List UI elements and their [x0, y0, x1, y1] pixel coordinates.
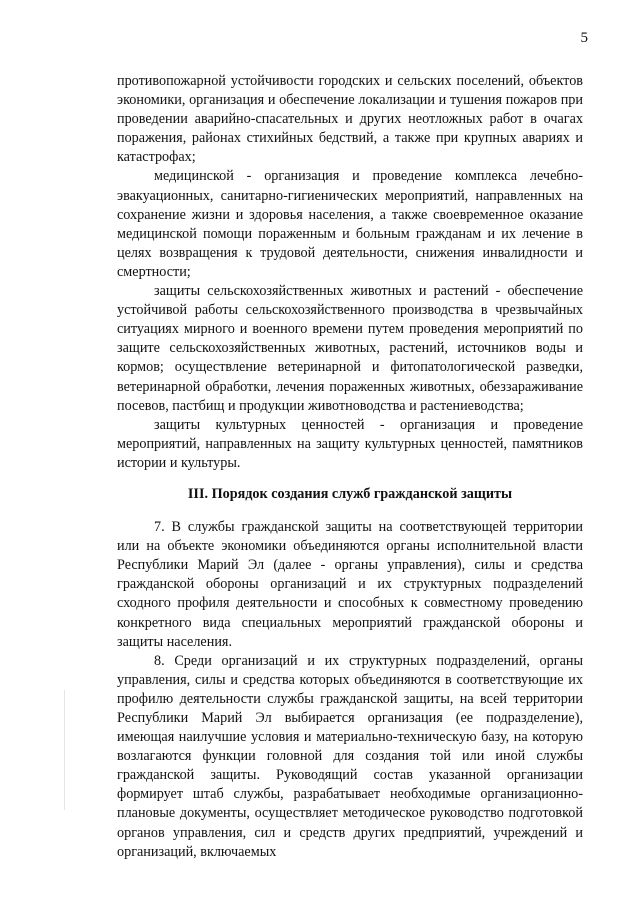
- margin-mark: [64, 690, 65, 810]
- paragraph-agriculture: защиты сельскохозяйственных животных и растений - обеспечение устойчивой работы сельскохозяйственного производства в чрезвычайных ситуациях мирного и военного времени путем проведения мероприятий по защите сельскохозяйственных животных, растений, источников воды и кормов; осуществление ветеринарной и фитопатологической разведки, ветеринарной обработки, лечения пораженных животных, обеззараживание посевов, пастбищ и продукции животноводства и растениеводства;: [117, 283, 583, 414]
- document-body: [117, 72, 583, 862]
- section-title: III. Порядок создания служб гражданской защиты: [187, 485, 513, 502]
- paragraph-cultural-values: защиты культурных ценностей - организация и проведение мероприятий, направленных на защиту культурных ценностей, памятников истории и культуры.: [117, 416, 583, 471]
- page-number: 5: [580, 30, 588, 46]
- paragraph-medical: медицинской - организация и проведение комплекса лечебно-эвакуационных, санитарно-гигиенических мероприятий, направленных на сохранение жизни и здоровья населения, а также своевременное оказание медицинской помощи пораженным и больным гражданам и их лечение в целях возвращения к трудовой деятельности, снижения инвалидности и смертности;: [117, 168, 583, 280]
- paragraph-clause-8: 8. Среди организаций и их структурных подразделений, органы управления, силы и средства которых объединяются в соответствующие их профилю деятельности службы гражданской защиты, на всей территории Республики Марий Эл выбирается организация (ее подразделение), имеющая наилучшие условия и материально-техническую базу, на которую возлагаются функции головной для создания той или иной службы гражданской защиты. Руководящий состав указанной организации формирует штаб службы, разрабатывает необходимые организационно-плановые документы, осуществляет методическое руководство подготовкой органов управления, сил и средств других предприятий, учреждений и организаций, включаемых: [117, 652, 583, 860]
- paragraph-clause-7: 7. В службы гражданской защиты на соответствующей территории или на объекте экономики объединяются органы исполнительной власти Республики Марий Эл (далее - органы управления), силы и средства гражданской обороны организаций и их структурных подразделений сходного профиля деятельности и способных к совместному проведению конкретного вида специальных мероприятий гражданской обороны и защиты населения.: [117, 519, 583, 650]
- paragraph-fire-protection: противопожарной устойчивости городских и сельских поселений, объектов экономики, организация и обеспечение локализации и тушения пожаров при проведении аварийно-спасательных и других неотложных работ в очагах поражения, районах стихийных бедствий, а также при крупных авариях и катастрофах;: [117, 73, 583, 166]
